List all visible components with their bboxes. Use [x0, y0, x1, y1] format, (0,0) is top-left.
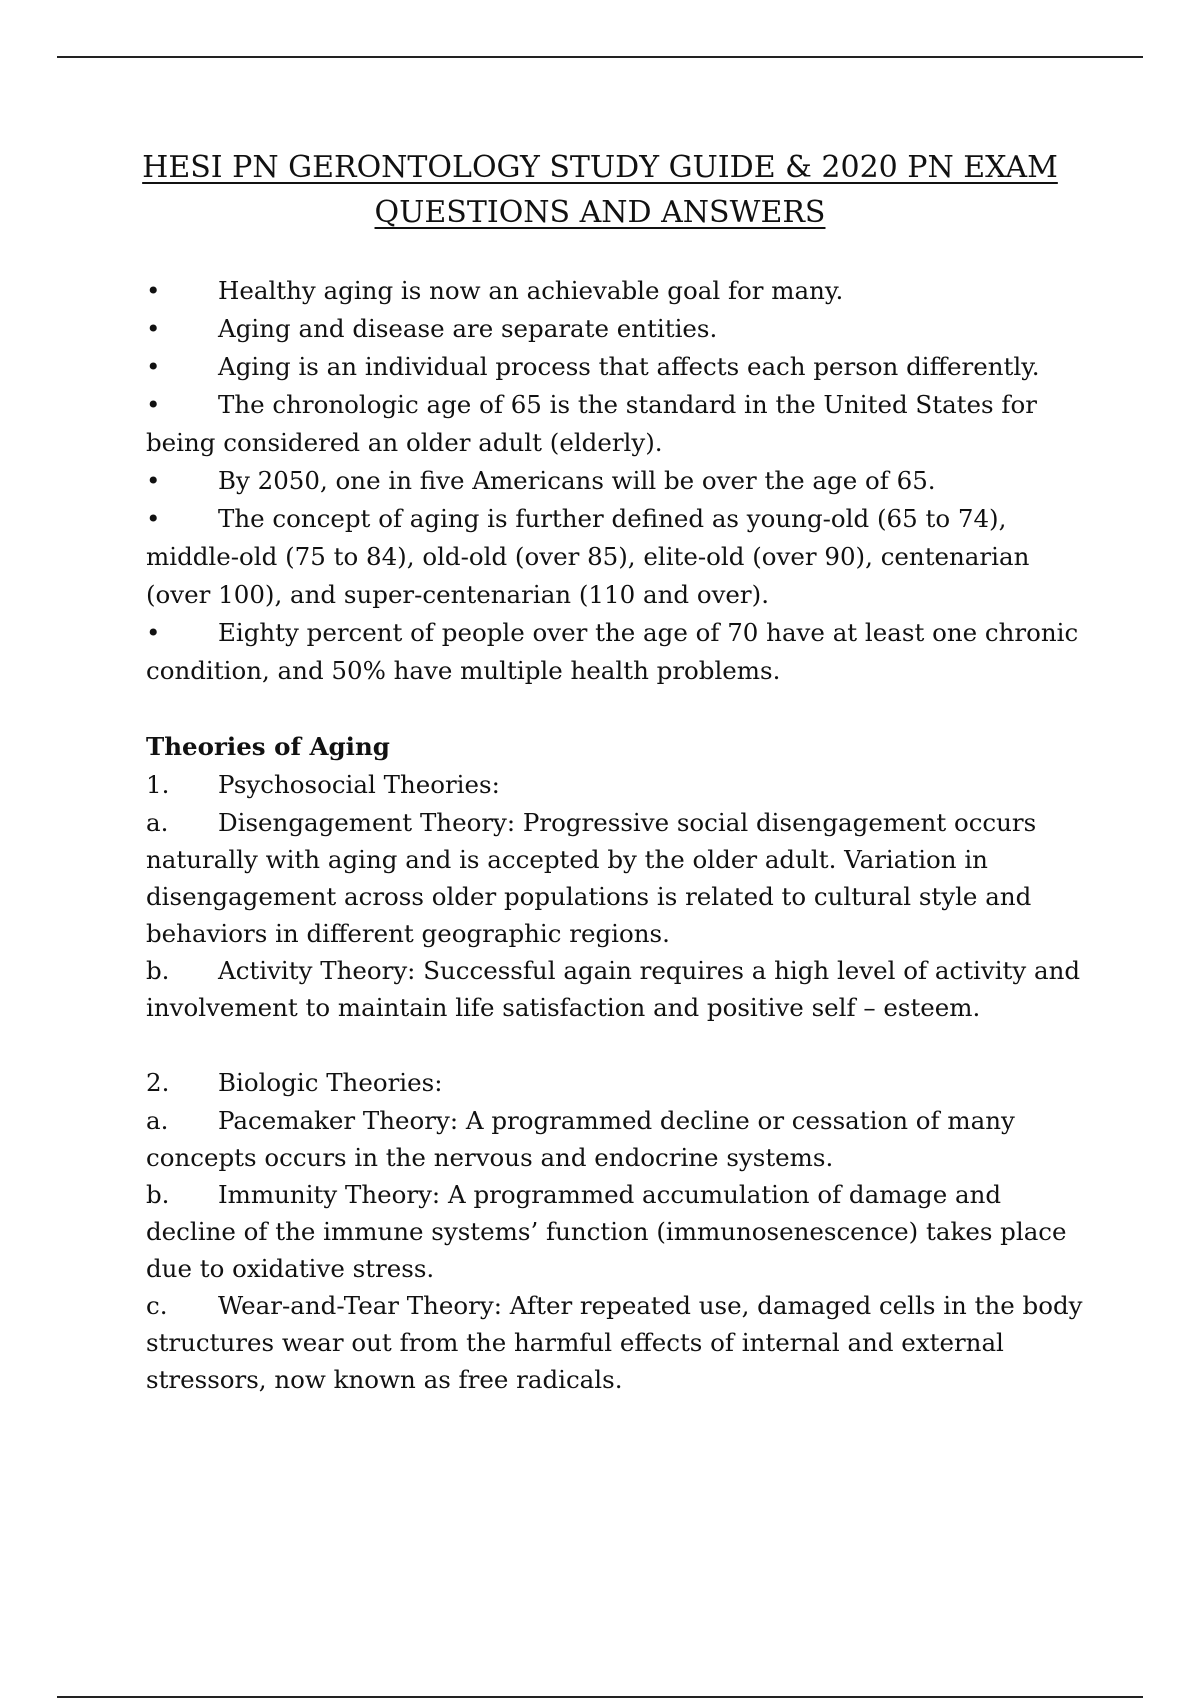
bullet-text: Aging is an individual process that affects each person differently. [218, 352, 1040, 381]
item-marker: a. [146, 1106, 169, 1135]
theory-item [146, 952, 1086, 1026]
item-marker: a. [146, 808, 169, 837]
bullet-text: Healthy aging is now an achievable goal for many. [218, 276, 844, 305]
bullet-marker: • [146, 276, 161, 305]
bullet-item [146, 462, 1086, 500]
spacer [146, 690, 1086, 728]
theory-item [146, 804, 1086, 952]
bullet-marker: • [146, 466, 161, 495]
bottom-rule [57, 1696, 1143, 1698]
theory-text: Immunity Theory: A programmed accumulation of damage and decline of the immune systems’ function (immunosenescence) takes place due to oxidative stress. [146, 1180, 1067, 1283]
bullet-item [146, 614, 1086, 690]
item-marker: c. [146, 1291, 168, 1320]
bullet-item [146, 272, 1086, 310]
page-title-line-1: HESI PN GERONTOLOGY STUDY GUIDE & 2020 PN EXAM [142, 150, 1058, 185]
item-marker: b. [146, 956, 170, 985]
page-title-line-2: QUESTIONS AND ANSWERS [374, 195, 826, 230]
subsection-number: 1. [146, 770, 170, 799]
bullet-item [146, 348, 1086, 386]
top-rule [57, 56, 1143, 58]
theory-item [146, 1287, 1086, 1398]
theory-item [146, 1102, 1086, 1176]
bullet-marker: • [146, 390, 161, 419]
bullet-item [146, 310, 1086, 348]
section-heading: Theories of Aging [146, 732, 390, 761]
bullet-text: Eighty percent of people over the age of 70 have at least one chronic condition, and 50% have multiple health problems. [146, 618, 1079, 685]
bullet-text: The chronologic age of 65 is the standard in the United States for being considered an older adult (elderly). [146, 390, 1037, 457]
subsection-title [146, 766, 1086, 804]
bullet-marker: • [146, 314, 161, 343]
theory-text: Wear-and-Tear Theory: After repeated use, damaged cells in the body structures wear out from the harmful effects of internal and external stressors, now known as free radicals. [146, 1291, 1083, 1394]
item-marker: b. [146, 1180, 170, 1209]
theory-text: Pacemaker Theory: A programmed decline or cessation of many concepts occurs in the nervous and endocrine systems. [146, 1106, 1015, 1172]
theory-text: Activity Theory: Successful again requires a high level of activity and involvement to maintain life satisfaction and positive self – esteem. [146, 956, 1081, 1022]
subsection-title-text: Psychosocial Theories: [218, 770, 500, 799]
bullet-item [146, 386, 1086, 462]
page-title [100, 145, 1100, 235]
bullet-text: By 2050, one in five Americans will be over the age of 65. [218, 466, 936, 495]
subsection-title-text: Biologic Theories: [218, 1068, 443, 1097]
document-body [146, 272, 1086, 1398]
bullet-marker: • [146, 352, 161, 381]
theory-item [146, 1176, 1086, 1287]
bullet-text: The concept of aging is further defined as young-old (65 to 74), middle-old (75 to 84), old-old (over 85), elite-old (over 90), centenarian (over 100), and super-centenarian (110 and over). [146, 504, 1030, 609]
subsection-title [146, 1064, 1086, 1102]
spacer [146, 1026, 1086, 1064]
bullet-text: Aging and disease are separate entities. [218, 314, 718, 343]
bullet-marker: • [146, 504, 161, 533]
subsection-number: 2. [146, 1068, 170, 1097]
bullet-item [146, 500, 1086, 614]
theory-text: Disengagement Theory: Progressive social disengagement occurs naturally with aging and is accepted by the older adult. Variation in disengagement across older populations is related to cultural style and behaviors in different geographic regions. [146, 808, 1037, 948]
bullet-marker: • [146, 618, 161, 647]
